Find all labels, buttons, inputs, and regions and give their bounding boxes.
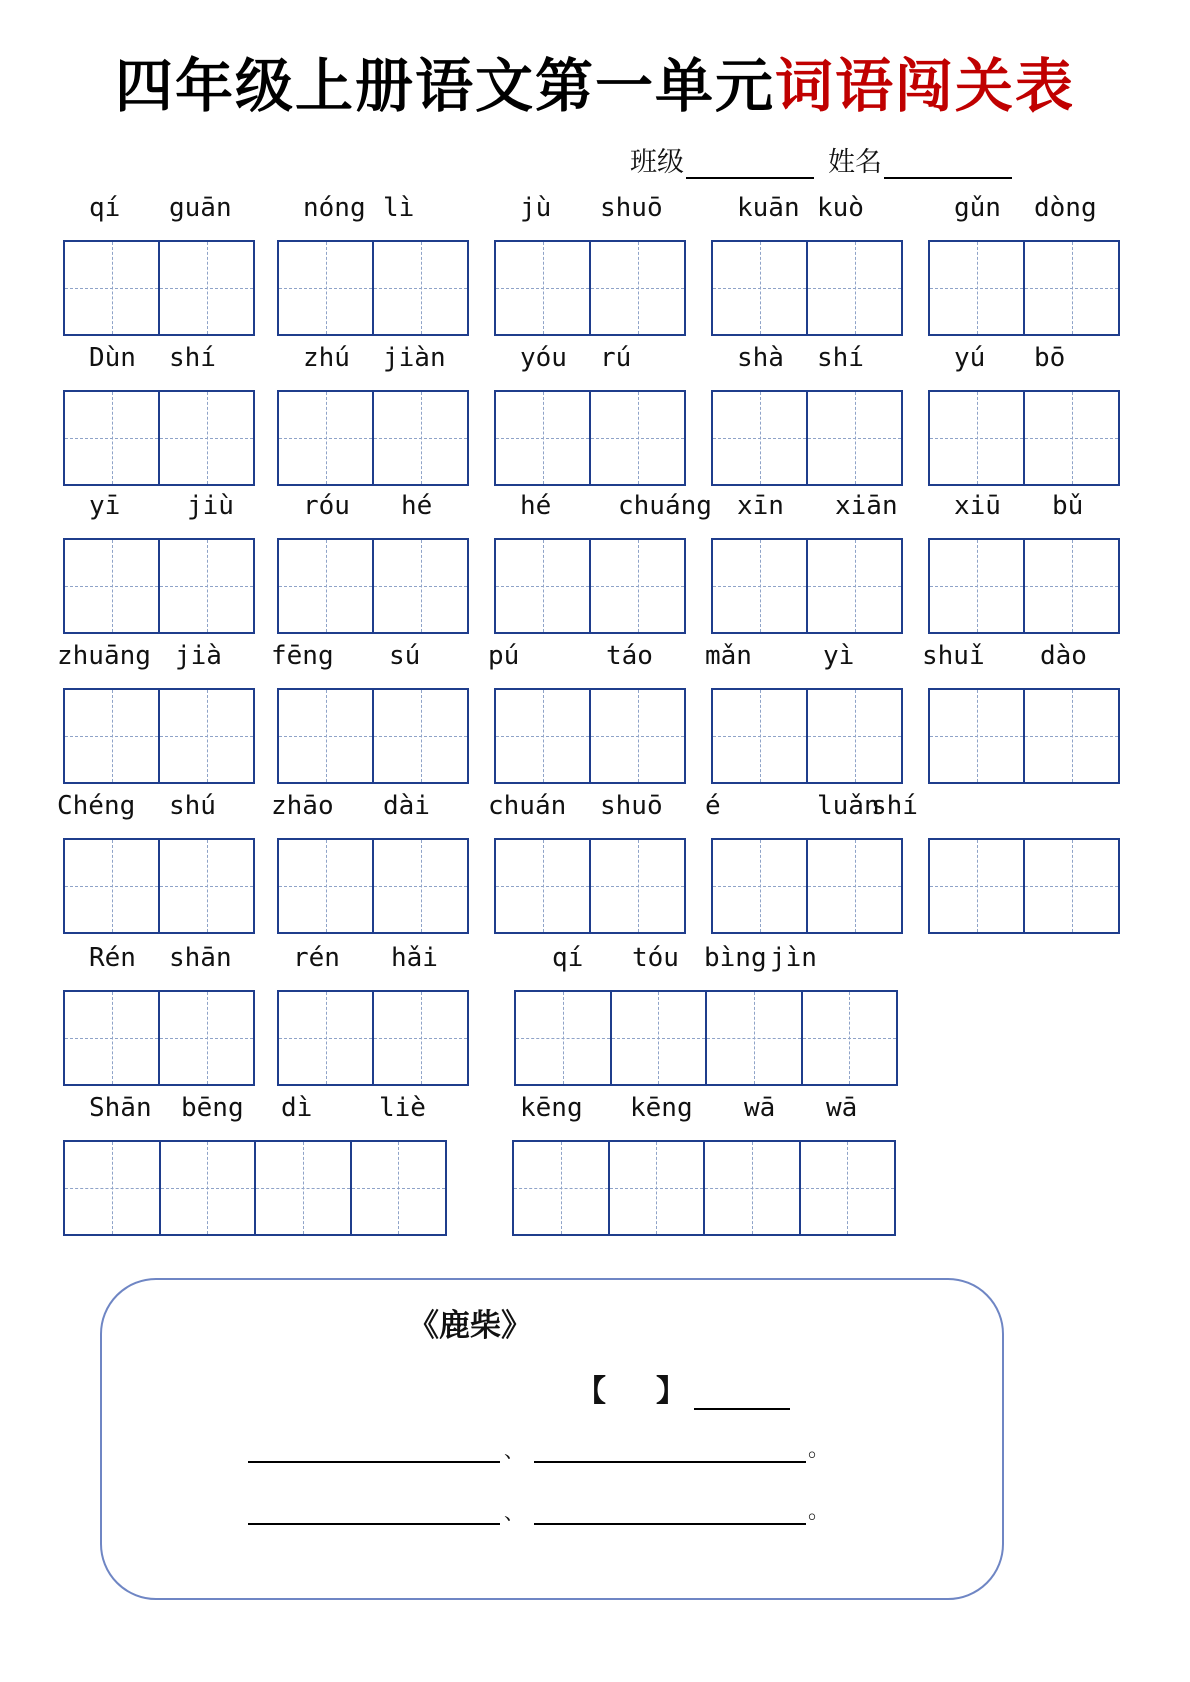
writing-cell[interactable]	[279, 992, 374, 1084]
pinyin-syllable: chuán	[488, 791, 567, 821]
tianzige-grid[interactable]	[711, 838, 903, 934]
pinyin-syllable: xīn	[737, 491, 784, 521]
name-field[interactable]	[884, 151, 1012, 179]
comma-sep: 、	[504, 1438, 524, 1462]
tianzige-grid[interactable]	[928, 688, 1120, 784]
pinyin-label	[277, 191, 469, 225]
writing-cell[interactable]	[514, 1142, 610, 1234]
tianzige-grid[interactable]	[928, 390, 1120, 486]
pinyin-syllable: yì	[823, 641, 855, 671]
writing-cell[interactable]	[591, 840, 684, 932]
bracket-close: 】	[656, 1374, 686, 1409]
writing-cell[interactable]	[374, 992, 467, 1084]
pinyin-syllable: kēng	[630, 1093, 693, 1123]
writing-cell[interactable]	[374, 540, 467, 632]
writing-cell[interactable]	[612, 992, 708, 1084]
pinyin-label	[271, 789, 469, 823]
writing-cell[interactable]	[65, 540, 160, 632]
tianzige-grid[interactable]	[928, 838, 1120, 934]
writing-cell[interactable]	[352, 1142, 446, 1234]
tianzige-grid[interactable]	[711, 390, 903, 486]
pinyin-syllable: chuáng	[618, 491, 712, 521]
writing-cell[interactable]	[713, 242, 808, 334]
tianzige-grid[interactable]	[711, 538, 903, 634]
comma-sep: 、	[504, 1500, 524, 1524]
tianzige-grid[interactable]	[711, 240, 903, 336]
pinyin-syllable: zhuāng	[57, 641, 151, 671]
poem-title: 《鹿柴》	[408, 1308, 532, 1344]
writing-cell[interactable]	[707, 992, 803, 1084]
class-label: 班级	[630, 147, 684, 178]
pinyin-syllable: shuō	[600, 193, 663, 223]
pinyin-syllable: kuān	[737, 193, 800, 223]
writing-cell[interactable]	[374, 690, 467, 782]
pinyin-syllable: Chéng	[57, 791, 136, 821]
writing-cell[interactable]	[256, 1142, 352, 1234]
writing-cell[interactable]	[161, 1142, 257, 1234]
pinyin-syllable: zhāo	[271, 791, 334, 821]
period-mark: 。	[808, 1437, 831, 1462]
pinyin-syllable: shān	[169, 943, 232, 973]
pinyin-syllable: hé	[520, 491, 552, 521]
pinyin-label	[63, 341, 255, 375]
pinyin-label	[57, 789, 255, 823]
writing-cell[interactable]	[808, 540, 901, 632]
pinyin-syllable: shí	[169, 343, 216, 373]
pinyin-label	[512, 1091, 896, 1125]
writing-cell[interactable]	[1025, 840, 1118, 932]
writing-cell[interactable]	[65, 690, 160, 782]
pinyin-syllable: táo	[606, 641, 653, 671]
writing-cell[interactable]	[160, 540, 253, 632]
pinyin-syllable: qí	[89, 193, 121, 223]
pinyin-syllable: rú	[600, 343, 632, 373]
writing-cell[interactable]	[591, 242, 684, 334]
pinyin-syllable: mǎn	[705, 641, 752, 671]
pinyin-syllable: dài	[383, 791, 430, 821]
writing-cell[interactable]	[1025, 392, 1118, 484]
pinyin-label	[63, 489, 255, 523]
tianzige-grid[interactable]	[494, 838, 686, 934]
writing-cell[interactable]	[65, 242, 160, 334]
pinyin-syllable: Rén	[89, 943, 136, 973]
writing-cell[interactable]	[591, 540, 684, 632]
writing-cell[interactable]	[930, 242, 1025, 334]
tianzige-grid[interactable]	[277, 538, 469, 634]
tianzige-grid[interactable]	[494, 538, 686, 634]
period-mark: 。	[808, 1499, 831, 1524]
title-main: 四年级上册语文第一单元	[114, 52, 775, 120]
writing-cell[interactable]	[496, 242, 591, 334]
pinyin-syllable: liè	[379, 1093, 426, 1123]
writing-cell[interactable]	[160, 992, 253, 1084]
pinyin-syllable: xiān	[835, 491, 898, 521]
pinyin-syllable: zhú	[303, 343, 350, 373]
pinyin-syllable: sú	[389, 641, 421, 671]
tianzige-grid[interactable]	[277, 390, 469, 486]
writing-cell[interactable]	[803, 992, 897, 1084]
pinyin-syllable: shí	[871, 791, 918, 821]
tianzige-grid[interactable]	[63, 240, 255, 336]
pinyin-label	[711, 341, 903, 375]
writing-cell[interactable]	[374, 392, 467, 484]
tianzige-grid[interactable]	[277, 990, 469, 1086]
pinyin-label	[277, 489, 469, 523]
writing-cell[interactable]	[930, 540, 1025, 632]
pinyin-syllable: yóu	[520, 343, 567, 373]
pinyin-label	[705, 639, 903, 673]
writing-cell[interactable]	[65, 392, 160, 484]
pinyin-syllable: shí	[817, 343, 864, 373]
tianzige-grid[interactable]	[928, 538, 1120, 634]
pinyin-label	[488, 789, 686, 823]
writing-cell[interactable]	[610, 1142, 706, 1234]
pinyin-syllable: gǔn	[954, 193, 1001, 223]
pinyin-syllable: róu	[303, 491, 350, 521]
author-blank[interactable]	[694, 1378, 790, 1410]
pinyin-syllable: hé	[401, 491, 433, 521]
tianzige-grid[interactable]	[277, 688, 469, 784]
pinyin-syllable: nóng	[303, 193, 366, 223]
pinyin-syllable: é	[705, 791, 721, 821]
poem-blank-1a[interactable]	[248, 1437, 500, 1463]
pinyin-syllable: tóu	[632, 943, 679, 973]
writing-cell[interactable]	[713, 840, 808, 932]
pinyin-syllable: xiū	[954, 491, 1001, 521]
pinyin-label	[922, 639, 1120, 673]
pinyin-syllable: dòng	[1034, 193, 1097, 223]
tianzige-grid[interactable]	[512, 1140, 896, 1236]
writing-cell[interactable]	[160, 690, 253, 782]
tianzige-grid[interactable]	[277, 838, 469, 934]
pinyin-label	[711, 489, 903, 523]
writing-cell[interactable]	[160, 840, 253, 932]
writing-cell[interactable]	[374, 242, 467, 334]
student-info	[630, 140, 1026, 179]
poem-blank-2a[interactable]	[248, 1499, 500, 1525]
writing-cell[interactable]	[496, 392, 591, 484]
writing-cell[interactable]	[65, 992, 160, 1084]
writing-cell[interactable]	[516, 992, 612, 1084]
pinyin-syllable: wā	[744, 1093, 776, 1123]
pinyin-label	[494, 341, 686, 375]
pinyin-syllable: kēng	[520, 1093, 583, 1123]
writing-cell[interactable]	[808, 690, 901, 782]
pinyin-label	[514, 941, 898, 975]
writing-cell[interactable]	[279, 690, 374, 782]
pinyin-label	[63, 941, 255, 975]
pinyin-syllable: yī	[89, 491, 121, 521]
writing-cell[interactable]	[930, 690, 1025, 782]
poem-line-1	[248, 1432, 830, 1460]
poem-blank-2b[interactable]	[534, 1499, 806, 1525]
writing-cell[interactable]	[801, 1142, 895, 1234]
writing-cell[interactable]	[591, 690, 684, 782]
pinyin-label	[63, 1091, 447, 1125]
pinyin-syllable: jù	[520, 193, 552, 223]
pinyin-label	[63, 191, 255, 225]
writing-cell[interactable]	[279, 392, 374, 484]
writing-cell[interactable]	[65, 1142, 161, 1234]
pinyin-syllable: bìng	[704, 943, 767, 973]
writing-cell[interactable]	[160, 242, 253, 334]
writing-cell[interactable]	[713, 540, 808, 632]
pinyin-syllable: guān	[169, 193, 232, 223]
pinyin-syllable: bēng	[181, 1093, 244, 1123]
tianzige-grid[interactable]	[514, 990, 898, 1086]
writing-cell[interactable]	[713, 392, 808, 484]
pinyin-syllable: fēng	[271, 641, 334, 671]
pinyin-syllable: shú	[169, 791, 216, 821]
writing-cell[interactable]	[808, 392, 901, 484]
title-highlight: 词语闯关表	[775, 52, 1076, 120]
tianzige-grid[interactable]	[928, 240, 1120, 336]
writing-cell[interactable]	[374, 840, 467, 932]
tianzige-grid[interactable]	[63, 538, 255, 634]
tianzige-grid[interactable]	[494, 688, 686, 784]
writing-cell[interactable]	[808, 840, 901, 932]
pinyin-label	[928, 341, 1120, 375]
pinyin-syllable: yú	[954, 343, 986, 373]
writing-cell[interactable]	[1025, 690, 1118, 782]
tianzige-grid[interactable]	[63, 990, 255, 1086]
pinyin-syllable: Shān	[89, 1093, 152, 1123]
pinyin-label	[711, 191, 903, 225]
page-title	[0, 46, 1190, 126]
tianzige-grid[interactable]	[494, 240, 686, 336]
writing-cell[interactable]	[713, 690, 808, 782]
pinyin-label	[494, 191, 686, 225]
writing-cell[interactable]	[279, 840, 374, 932]
class-field[interactable]	[686, 151, 814, 179]
poem-blank-1b[interactable]	[534, 1437, 806, 1463]
pinyin-syllable: rén	[293, 943, 340, 973]
writing-cell[interactable]	[496, 840, 591, 932]
pinyin-syllable: dào	[1040, 641, 1087, 671]
pinyin-label	[57, 639, 255, 673]
bracket-open: 【	[576, 1374, 606, 1409]
name-label: 姓名	[828, 147, 882, 178]
pinyin-label	[488, 639, 686, 673]
pinyin-label	[928, 489, 1120, 523]
pinyin-syllable: pú	[488, 641, 520, 671]
pinyin-label	[277, 341, 469, 375]
writing-cell[interactable]	[1025, 242, 1118, 334]
writing-cell[interactable]	[160, 392, 253, 484]
pinyin-syllable: jìn	[770, 943, 817, 973]
tianzige-grid[interactable]	[711, 688, 903, 784]
pinyin-syllable: jià	[175, 641, 222, 671]
poem-line-2	[248, 1494, 830, 1522]
writing-cell[interactable]	[496, 540, 591, 632]
author-row	[576, 1366, 790, 1410]
pinyin-syllable: wā	[826, 1093, 858, 1123]
pinyin-syllable: shuō	[600, 791, 663, 821]
pinyin-syllable: bǔ	[1052, 491, 1084, 521]
pinyin-syllable: Dùn	[89, 343, 136, 373]
pinyin-syllable: qí	[552, 943, 584, 973]
writing-cell[interactable]	[930, 392, 1025, 484]
writing-cell[interactable]	[65, 840, 160, 932]
tianzige-grid[interactable]	[277, 240, 469, 336]
writing-cell[interactable]	[496, 690, 591, 782]
pinyin-syllable: luǎn	[817, 791, 880, 821]
writing-cell[interactable]	[591, 392, 684, 484]
pinyin-label	[277, 941, 469, 975]
writing-cell[interactable]	[1025, 540, 1118, 632]
writing-cell[interactable]	[279, 242, 374, 334]
writing-cell[interactable]	[808, 242, 901, 334]
pinyin-label	[928, 191, 1120, 225]
pinyin-syllable: lì	[383, 193, 415, 223]
pinyin-syllable: jiàn	[383, 343, 446, 373]
pinyin-syllable: bō	[1034, 343, 1066, 373]
pinyin-label	[271, 639, 469, 673]
tianzige-grid[interactable]	[63, 838, 255, 934]
writing-cell[interactable]	[705, 1142, 801, 1234]
tianzige-grid[interactable]	[63, 1140, 447, 1236]
pinyin-syllable: jiù	[187, 491, 234, 521]
pinyin-syllable: kuò	[817, 193, 864, 223]
pinyin-syllable: dì	[281, 1093, 313, 1123]
pinyin-syllable: shuǐ	[922, 641, 985, 671]
writing-cell[interactable]	[279, 540, 374, 632]
writing-cell[interactable]	[930, 840, 1025, 932]
tianzige-grid[interactable]	[63, 390, 255, 486]
pinyin-label	[705, 789, 918, 823]
tianzige-grid[interactable]	[494, 390, 686, 486]
pinyin-syllable: hǎi	[391, 943, 438, 973]
pinyin-syllable: shà	[737, 343, 784, 373]
pinyin-label	[494, 489, 712, 523]
tianzige-grid[interactable]	[63, 688, 255, 784]
